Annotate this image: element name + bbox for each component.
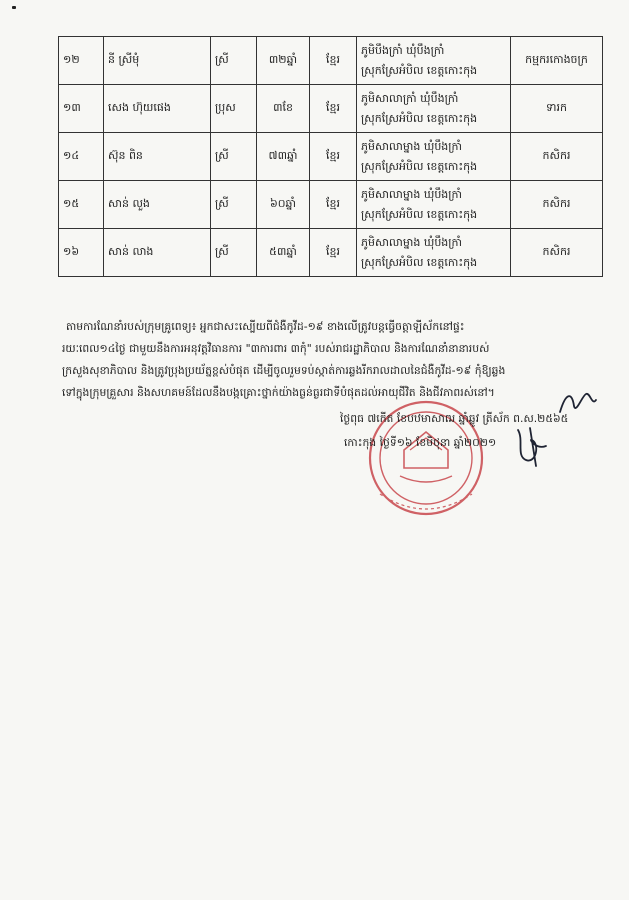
row-number: ១៥ [59, 181, 104, 229]
table-row [59, 85, 603, 133]
handwritten-initials [556, 388, 600, 418]
patient-name: នី ស្រីមុំ [104, 37, 211, 85]
row-number: ១៤ [59, 133, 104, 181]
patient-name: ស៊ុន ពិន [104, 133, 211, 181]
address-line: ភូមិសាលាម្នាង ឃុំបឹងក្រាំ [361, 139, 463, 153]
address-line: ភូមិសាលាម្នាង ឃុំបឹងក្រាំ [361, 187, 463, 201]
patient-address [357, 133, 511, 181]
patient-nationality: ខ្មែរ [310, 85, 357, 133]
patient-sex: ស្រី [211, 229, 257, 277]
address-line: ស្រុកស្រែអំបិល ខេត្តកោះកុង [361, 207, 478, 221]
patient-age: ៣២ឆ្នាំ [257, 37, 310, 85]
patient-sex: ស្រី [211, 133, 257, 181]
scan-mark [12, 6, 16, 9]
address-line: ស្រុកស្រែអំបិល ខេត្តកោះកុង [361, 63, 478, 77]
patient-nationality: ខ្មែរ [310, 181, 357, 229]
instruction-line: រយៈពេល១៤ថ្ងៃ ជាមួយនឹងការអនុវត្តវិធានការ "៣ការពារ ៣កុំ" របស់រាជរដ្ឋាភិបាល និងការណែនាំនានារបស់ [62, 342, 490, 355]
patient-nationality: ខ្មែរ [310, 133, 357, 181]
patient-occupation: កសិករ [511, 133, 603, 181]
patient-address [357, 181, 511, 229]
patient-age: ៣ខែ [257, 85, 310, 133]
patient-occupation: ទារក [511, 85, 603, 133]
row-number: ១៣ [59, 85, 104, 133]
table-row [59, 181, 603, 229]
row-number: ១២ [59, 37, 104, 85]
patient-age: ៦០ឆ្នាំ [257, 181, 310, 229]
patient-address [357, 37, 511, 85]
instruction-line: ទៅក្នុងក្រុមគ្រួសារ និងសហគមន៍ដែលនឹងបង្កគ្រោះថ្នាក់យ៉ាងធ្ងន់ធ្ងរជាទីបំផុតដល់អាយុជីវិត និងជីវភាពរស់នៅ។ [62, 386, 495, 399]
patient-address [357, 85, 511, 133]
patient-occupation: កម្មករកោងចក្រ [511, 37, 603, 85]
address-line: ភូមិសាលាម្នាង ឃុំបឹងក្រាំ [361, 235, 463, 249]
patient-nationality: ខ្មែរ [310, 37, 357, 85]
row-number: ១៦ [59, 229, 104, 277]
address-line: ភូមិបឹងក្រាំ ឃុំបឹងក្រាំ [361, 43, 445, 57]
lunar-date-line: ថ្ងៃពុធ ៧កើត ខែបឋមាសាឍ ឆ្នាំឆ្លូវ ត្រីស័ក ព.ស.២៥៦៥ [340, 412, 569, 425]
patient-sex: ប្រុស [211, 85, 257, 133]
patient-nationality: ខ្មែរ [310, 229, 357, 277]
patient-occupation: កសិករ [511, 181, 603, 229]
patient-occupation: កសិករ [511, 229, 603, 277]
address-line: ស្រុកស្រែអំបិល ខេត្តកោះកុង [361, 111, 478, 125]
address-line: ភូមិសាលាក្រាំ ឃុំបឹងក្រាំ [361, 91, 459, 105]
patients-table [58, 36, 603, 277]
patient-age: ៧៣ឆ្នាំ [257, 133, 310, 181]
instruction-line: តាមការណែនាំរបស់ក្រុមគ្រូពេទ្យ៖ អ្នកជាសះស្បើយពីជំងឺកូវីដ-១៩ ខាងលើត្រូវបន្តធ្វើចត្តាឡីស័កនៅផ្ទះ [66, 320, 465, 333]
table-row [59, 229, 603, 277]
patient-name: សាន់ លាង [104, 229, 211, 277]
patient-sex: ស្រី [211, 181, 257, 229]
patient-name: សេង ហ៊ុយផេង [104, 85, 211, 133]
solar-date-line: កោះកុង ថ្ងៃទី១៦ ខែមិថុនា ឆ្នាំ២០២១ [344, 436, 497, 449]
patient-sex: ស្រី [211, 37, 257, 85]
patient-name: សាន់ លួង [104, 181, 211, 229]
address-line: ស្រុកស្រែអំបិល ខេត្តកោះកុង [361, 255, 478, 269]
address-line: ស្រុកស្រែអំបិល ខេត្តកោះកុង [361, 159, 478, 173]
table-row [59, 133, 603, 181]
signature-mark [506, 420, 556, 470]
table-row [59, 37, 603, 85]
patient-age: ៥៣ឆ្នាំ [257, 229, 310, 277]
patient-address [357, 229, 511, 277]
instruction-line: ក្រសួងសុខាភិបាល និងត្រូវប្រុងប្រយ័ត្នខ្ពស់បំផុត ដើម្បីចូលរួមទប់ស្កាត់ការឆ្លងរីករាលដាលនៃជំងឺកូវីដ-១៩ កុំឱ្យឆ្លង [62, 364, 506, 377]
